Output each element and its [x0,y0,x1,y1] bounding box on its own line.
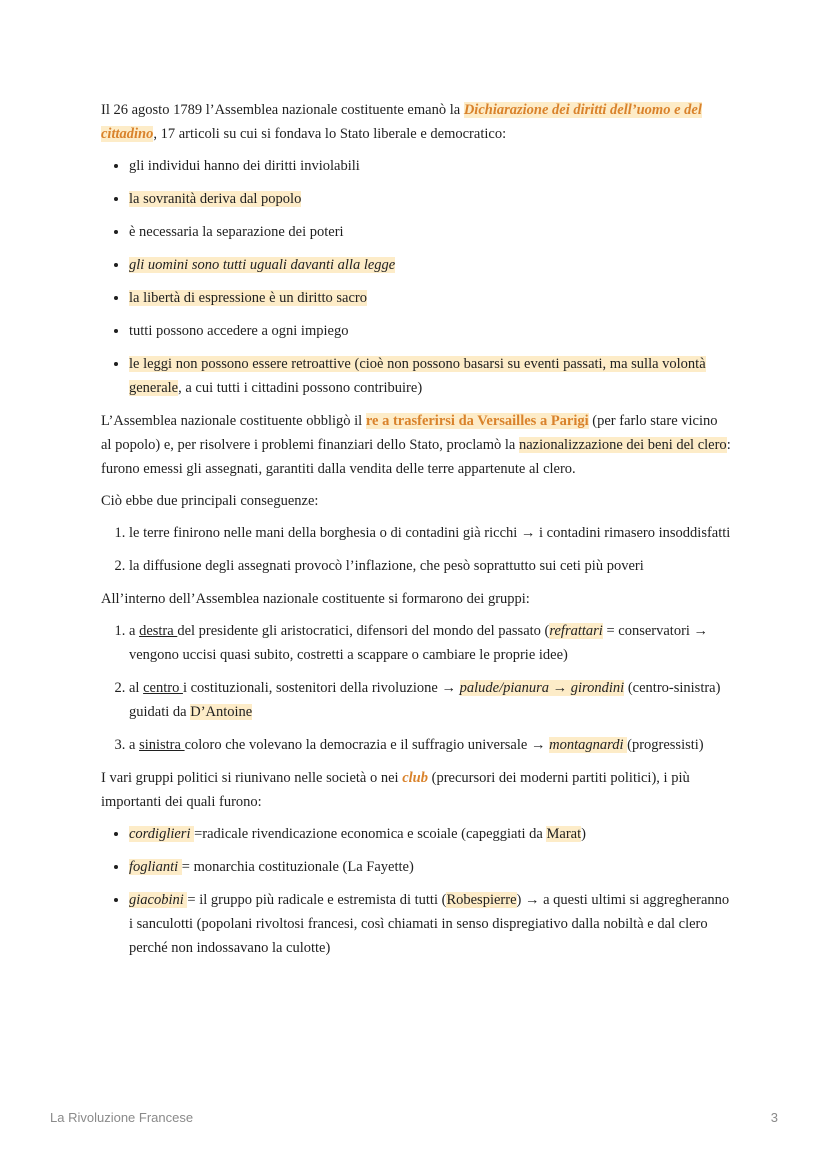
list-item: • gli uomini sono tutti uguali davanti alla legge [129,253,731,277]
list-item: • foglianti = monarchia costituzionale (La Fayette) [129,855,731,879]
paragraph-clubs: I vari gruppi politici si riunivano nelle società o nei club (precursori dei moderni partiti politici), i più importanti dei quali furono: [101,770,690,810]
list-item: • gli individui hanno dei diritti inviolabili [129,154,731,178]
paragraph-declaration [101,98,731,146]
list-item: • le leggi non possono essere retroattive (cioè non possono basarsi su eventi passati, ma sulla volontà generale, a cui tutti i cittadini possono contribuire) [129,352,731,400]
paragraph-groups: All’interno dell’Assemblea nazionale costituente si formarono dei gruppi: [101,591,530,607]
list-item: 3. a sinistra coloro che volevano la democrazia e il suffragio universale → montagnardi (progressisti) [129,733,731,757]
paragraph-assembly: L’Assemblea nazionale costituente obbligò il re a trasferirsi da Versailles a Parigi (per farlo stare vicino al popolo) e, per risolvere i problemi finanziari dello Stato, proclamò la nazionalizzazione dei beni del clero: furono emessi gli assegnati, garantiti dalla vendita delle terre appartenute al clero. [101,413,731,477]
text: Il 26 agosto 1789 l’Assemblea nazionale costituente emanò la [101,102,464,118]
list-clubs [101,822,731,960]
page-number: 3 [770,1110,778,1125]
list-item: 1. le terre finirono nelle mani della borghesia o di contadini già ricchi → i contadini rimasero insoddisfatti [129,521,731,545]
list-item: • la libertà di espressione è un diritto sacro [129,286,731,310]
list-rights [101,154,731,400]
list-item: • tutti possono accedere a ogni impiego [129,319,731,343]
list-groups [101,619,731,757]
list-consequences [101,521,731,578]
list-item: • è necessaria la separazione dei poteri [129,220,731,244]
emphasis-declaration-title: Dichiarazione dei diritti dell’uomo e del cittadino [101,102,702,142]
emphasis-king-transfer: re a trasferirsi da Versailles a Parigi [365,413,589,429]
paragraph-consequences: Ciò ebbe due principali conseguenze: [101,493,319,509]
list-item: 2. la diffusione degli assegnati provocò l’inflazione, che pesò soprattutto sui ceti più poveri [129,554,731,578]
document-body [101,98,731,969]
page-footer [50,1110,778,1125]
emphasis-club: club [402,770,428,786]
list-item: 1. a destra del presidente gli aristocratici, difensori del mondo del passato (refrattari = conservatori → vengono uccisi quasi subito, costretti a scappare o cambiare le proprie idee) [129,619,731,667]
footer-title: La Rivoluzione Francese [50,1110,194,1125]
list-item: • la sovranità deriva dal popolo [129,187,731,211]
list-item: • giacobini = il gruppo più radicale e estremista di tutti (Robespierre) → a questi ultimi si aggregheranno i sanculotti (popolani rivoltosi francesi, così chiamati in senso dispregiativo dalla nobiltà e dal clero perché non indossavano la culotte) [129,888,731,960]
list-item: • cordiglieri =radicale rivendicazione economica e scoiale (capeggiati da Marat) [129,822,731,846]
highlight-nationalization: nazionalizzazione dei beni del clero [518,437,727,453]
text: , 17 articoli su cui si fondava lo Stato liberale e democratico: [153,126,507,142]
list-item: 2. al centro i costituzionali, sostenitori della rivoluzione → palude/pianura → girondini (centro-sinistra) guidati da D’Antoine [129,676,731,724]
